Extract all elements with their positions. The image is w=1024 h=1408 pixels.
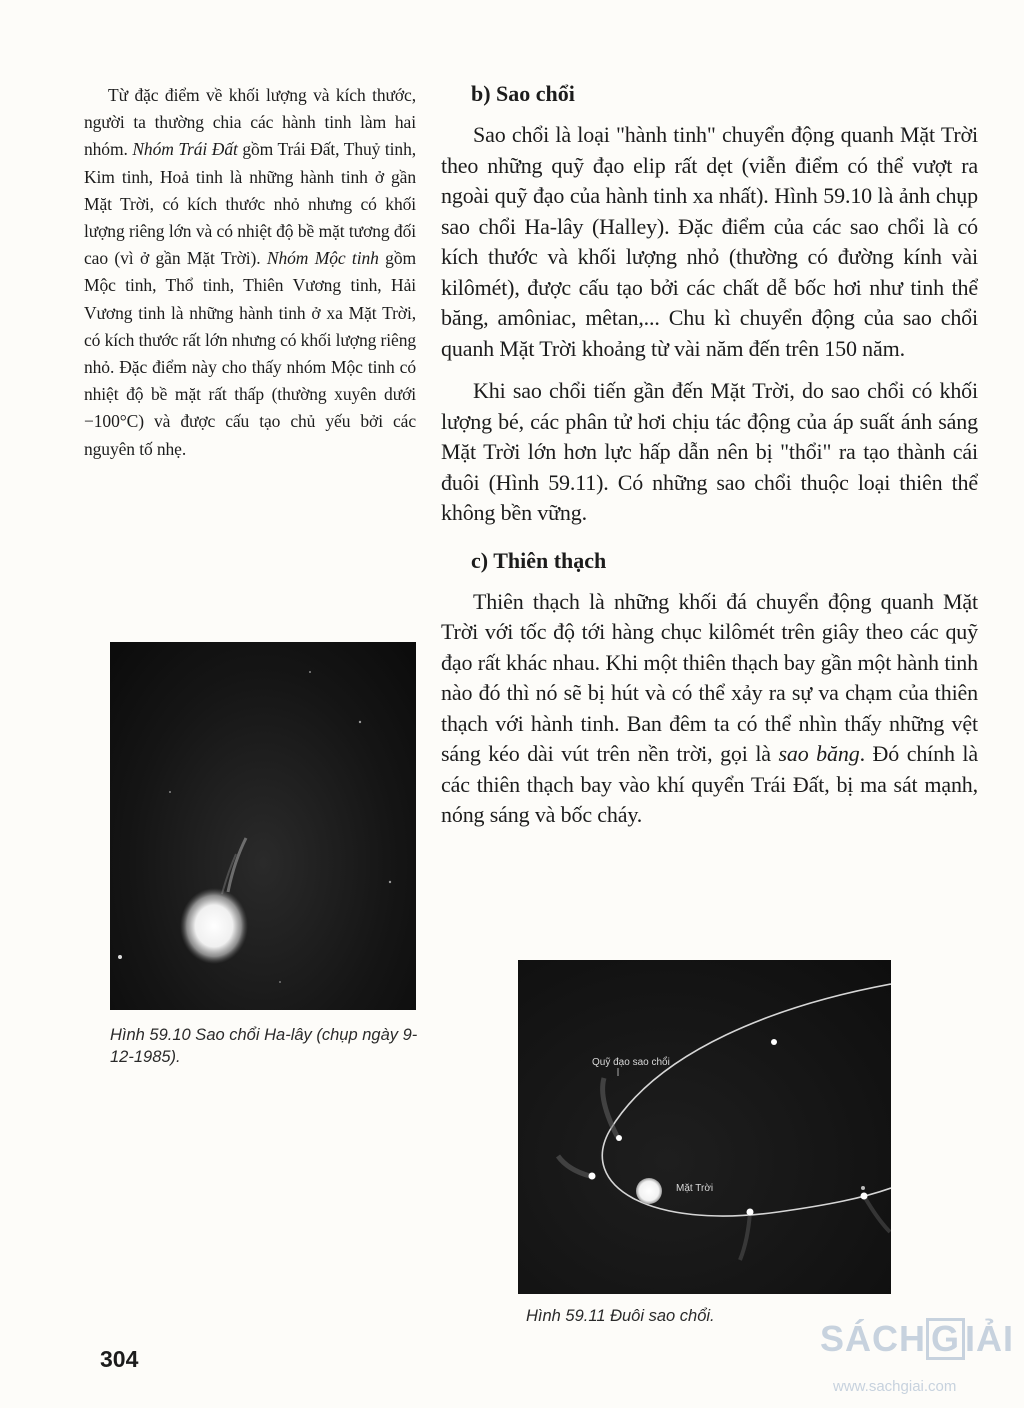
figure-caption-comet-tail: Hình 59.11 Đuôi sao chổi.: [526, 1307, 715, 1325]
comet-position-2: [616, 1135, 622, 1141]
watermark-logo-part-2: IẢI: [965, 1318, 1015, 1359]
page-number: 304: [100, 1346, 139, 1372]
paragraph-sao-choi-2: Khi sao chổi tiến gần đến Mặt Trời, do sao chổi có khối lượng bé, các phân tử hơi chịu tác động của áp suất ánh sáng Mặt Trời lớn hơn lực hấp dẫn nên bị "thổi" ra tạo thành cái đuôi (Hình 59.11). Có những sao chổi thuộc loại thiên thể không bền vững.: [441, 378, 978, 525]
comet-position-4: [747, 1209, 754, 1216]
comet-orbit-illustration: [518, 960, 891, 1294]
heading-sao-choi: b) Sao chổi: [471, 81, 575, 106]
left-text-3: gồm Mộc tinh, Thổ tinh, Thiên Vương tinh, Hải Vương tinh là những hành tinh ở xa Mặt Trời, có kích thước rất lớn nhưng có khối lượng riêng nhỏ. Đặc điểm này cho thấy nhóm Mộc tinh có nhiệt độ bề mặt rất thấp (thường xuyên dưới −100°C) và được cấu tạo chủ yếu bởi các nguyên tố nhẹ.: [84, 248, 416, 459]
left-text-1: Từ đặc điểm về khối lượng và kích thước, người ta thường chia các hành tinh làm hai nhóm.: [84, 85, 416, 160]
figure-caption-comet: Hình 59.10 Sao chổi Ha-lây (chụp ngày 9-12-1985).: [110, 1026, 418, 1066]
left-column-paragraph: [84, 82, 416, 463]
comet-halley-photo: [110, 642, 416, 1010]
right-column: [441, 80, 978, 843]
label-comet-orbit: Quỹ đạo sao chổi: [592, 1057, 670, 1068]
comet-halley-illustration: [110, 642, 416, 1010]
comet-tail-diagram: [518, 960, 891, 1294]
left-text-2: gồm Trái Đất, Thuỷ tinh, Kim tinh, Hoả tinh là những hành tinh ở gần Mặt Trời, có kích thước nhỏ nhưng có khối lượng riêng lớn và có nhiệt độ bề mặt tương đối cao (vì ở gần Mặt Trời).: [84, 139, 417, 269]
heading-thien-thach: c) Thiên thạch: [471, 547, 607, 573]
label-sun: Mặt Trời: [676, 1183, 714, 1194]
paragraph-sao-choi-1: Sao chổi là loại "hành tinh" chuyển động quanh Mặt Trời theo những quỹ đạo elip rất dẹt (viễn điểm có thể vượt ra ngoài quỹ đạo của hành tinh xa nhất). Hình 59.10 là ảnh chụp sao chổi Ha-lây (Halley). Đặc điểm của các sao chổi là có kích thước và khối lượng nhỏ (thường có đường kính vài kilômét), được cấu tạo bởi các chất dễ bốc hơi như tinh thể băng, amôniac, mêtan,... Chu kì chuyển động của sao chổi quanh Mặt Trời khoảng từ vài năm đến trên 150 năm.: [441, 122, 978, 361]
comet-position-1: [771, 1039, 777, 1045]
comet-position-5: [861, 1193, 868, 1200]
comet-position-3: [589, 1173, 596, 1180]
watermark-logo: [820, 1318, 1020, 1366]
watermark-logo-part-1: SÁCH: [820, 1318, 927, 1359]
paragraph-thien-thach: [441, 587, 978, 831]
thien-thach-text-1: Thiên thạch là những khối đá chuyển động quanh Mặt Trời với tốc độ tới hàng chục kilômét trên giây theo các quỹ đạo rất khác nhau. Khi một thiên thạch bay gần một hành tinh nào đó thì nó sẽ bị hút và có thể xảy ra sự va chạm của thiên thạch với hành tinh. Ban đêm ta có thể nhìn thấy những vệt sáng kéo dài vút trên nền trời, gọi là: [441, 588, 978, 766]
term-nhom-moc-tinh: Nhóm Mộc tinh: [266, 248, 379, 269]
thien-thach-text-2: . Đó chính là các thiên thạch bay vào khí quyển Trái Đất, bị ma sát mạnh, nóng sáng và bốc cháy.: [441, 741, 978, 827]
term-sao-bang: sao băng: [778, 741, 860, 766]
term-nhom-trai-dat: Nhóm Trái Đất: [132, 139, 238, 160]
watermark-logo-g: G: [926, 1318, 965, 1360]
watermark-url: www.sachgiai.com: [833, 1378, 957, 1395]
sun-symbol: [636, 1178, 662, 1204]
